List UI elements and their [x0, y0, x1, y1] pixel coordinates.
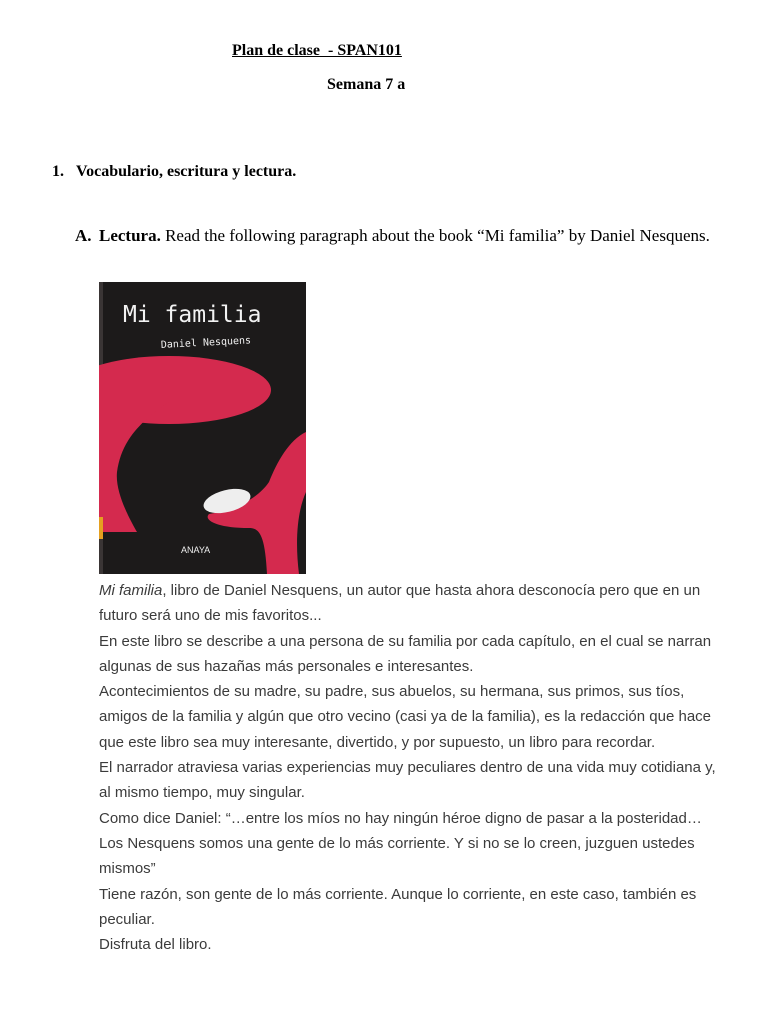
- subsection-body: [75, 221, 715, 251]
- review-paragraph: En este libro se describe a una persona de su familia por cada capítulo, en el cual se narran algunas de sus hazañas más personales e interesantes.: [99, 632, 712, 675]
- book-cover-image: [99, 282, 306, 574]
- section-title: Vocabulario, escritura y lectura.: [76, 163, 297, 180]
- cover-yellow-mark: [99, 517, 103, 539]
- review-paragraph: El narrador atraviesa varias experiencias muy peculiares dentro de una vida muy cotidiana y, al mismo tiempo, muy singular.: [99, 759, 716, 802]
- review-paragraph: Como dice Daniel: “…entre los míos no hay ningún héroe digno de pasar a la posteridad… Los Nesquens somos una gente de lo más corriente. Y si no se lo creen, juzguen ustedes mismos”: [99, 809, 702, 878]
- book-review: [99, 578, 729, 957]
- book-cover-art: [99, 282, 306, 574]
- cover-publisher: ANAYA: [181, 545, 211, 555]
- cover-author: Daniel Nesquens: [160, 335, 252, 351]
- review-intro-text: , libro de Daniel Nesquens, un autor que hasta ahora desconocía pero que en un futuro será uno de mis favoritos...: [99, 582, 701, 625]
- review-paragraph: Tiene razón, son gente de lo más corriente. Aunque lo corriente, en este caso, también es peculiar.: [99, 885, 697, 928]
- subsection-a: [75, 221, 715, 251]
- review-paragraph: Acontecimientos de su madre, su padre, sus abuelos, su hermana, sus primos, sus tíos, amigos de la familia y algún que otro vecino (casi ya de la familia), es la redacción que hace que este libro sea muy interesante, divertido, y por supuesto, un libro para recordar.: [99, 683, 711, 751]
- subsection-heading: Lectura.: [99, 226, 161, 245]
- review-paragraph: [99, 578, 729, 629]
- page-subtitle: Semana 7 a: [327, 76, 406, 93]
- subsection-letter: A.: [75, 226, 92, 245]
- review-paragraph: Disfruta del libro.: [99, 936, 212, 954]
- page-title: Plan de clase - SPAN101: [232, 42, 402, 59]
- section-heading: [52, 163, 296, 181]
- review-book-title: Mi familia: [99, 582, 163, 599]
- section-number: 1.: [52, 163, 64, 180]
- subsection-instructions: Read the following paragraph about the book “Mi familia” by Daniel Nesquens.: [160, 226, 710, 245]
- cover-title: Mi familia: [123, 302, 262, 328]
